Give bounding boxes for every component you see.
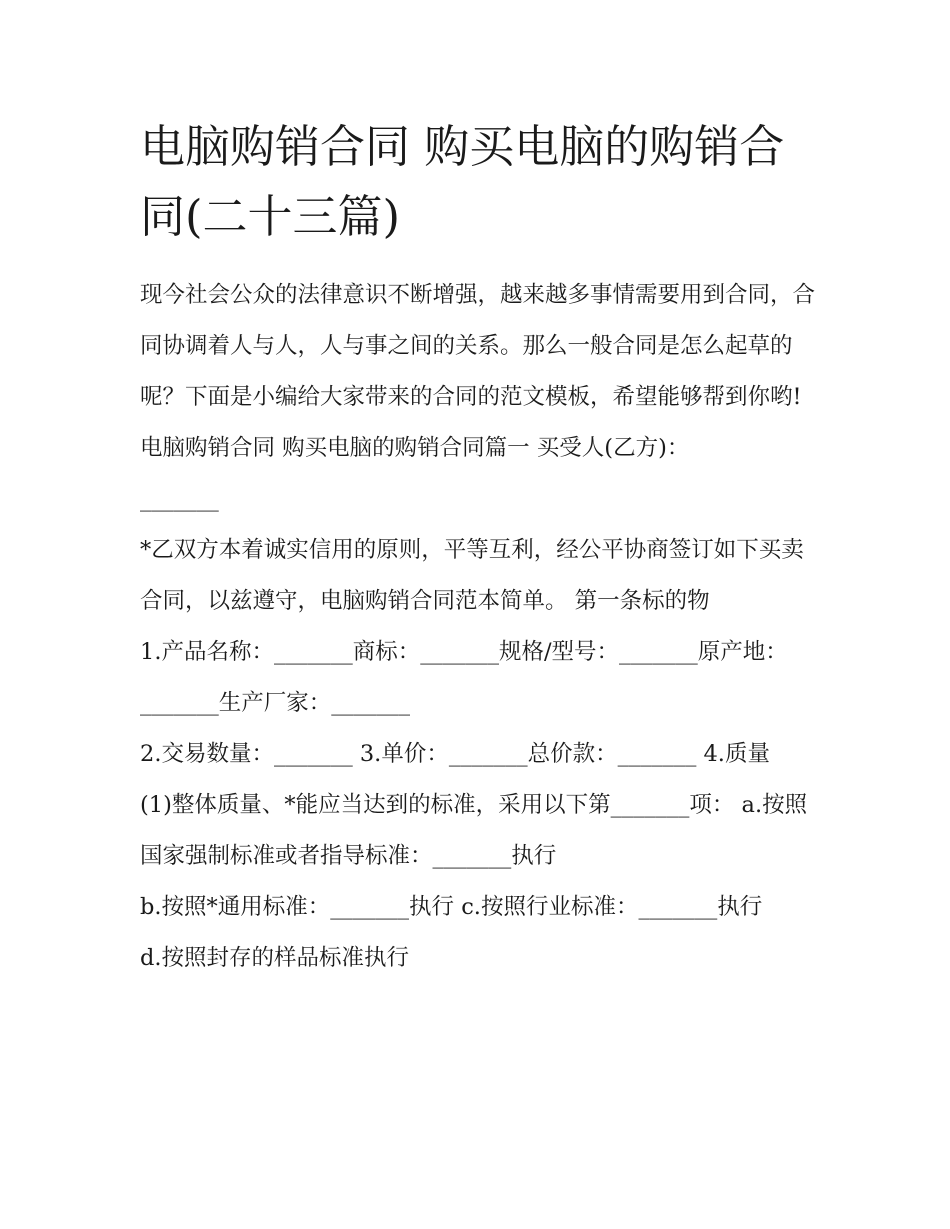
section-heading-paragraph: 电脑购销合同 购买电脑的购销合同篇一 买受人(乙方)： xyxy=(140,435,690,461)
standard-options-paragraph: b.按照*通用标准：_______执行 c.按照行业标准：_______执行 xyxy=(140,894,763,920)
agreement-paragraph: *乙双方本着诚实信用的原则，平等互利，经公平协商签订如下买卖合同，以兹遵守，电脑购销合同范本简单。 第一条标的物 xyxy=(140,537,804,614)
document-title: 电脑购销合同 购买电脑的购销合同(二十三篇) xyxy=(140,120,785,243)
document-page xyxy=(140,112,820,984)
blank-fill-line: _______ xyxy=(140,486,219,512)
intro-paragraph: 现今社会公众的法律意识不断增强，越来越多事情需要用到合同，合同协调着人与人，人与事之间的关系。那么一般合同是怎么起草的呢？下面是小编给大家带来的合同的范文模板，希望能够帮到你哟! xyxy=(140,282,816,410)
sample-standard-paragraph: d.按照封存的样品标准执行 xyxy=(140,945,410,971)
quality-standard-paragraph: (1)整体质量、*能应当达到的标准，采用以下第_______项： a.按照国家强制标准或者指导标准：_______执行 xyxy=(140,792,808,869)
quantity-price-paragraph: 2.交易数量：_______ 3.单价：_______总价款：_______ 4.质量 xyxy=(140,741,770,767)
product-info-paragraph: 1.产品名称：_______商标：_______规格/型号：_______原产地：_______生产厂家：_______ xyxy=(140,639,788,716)
